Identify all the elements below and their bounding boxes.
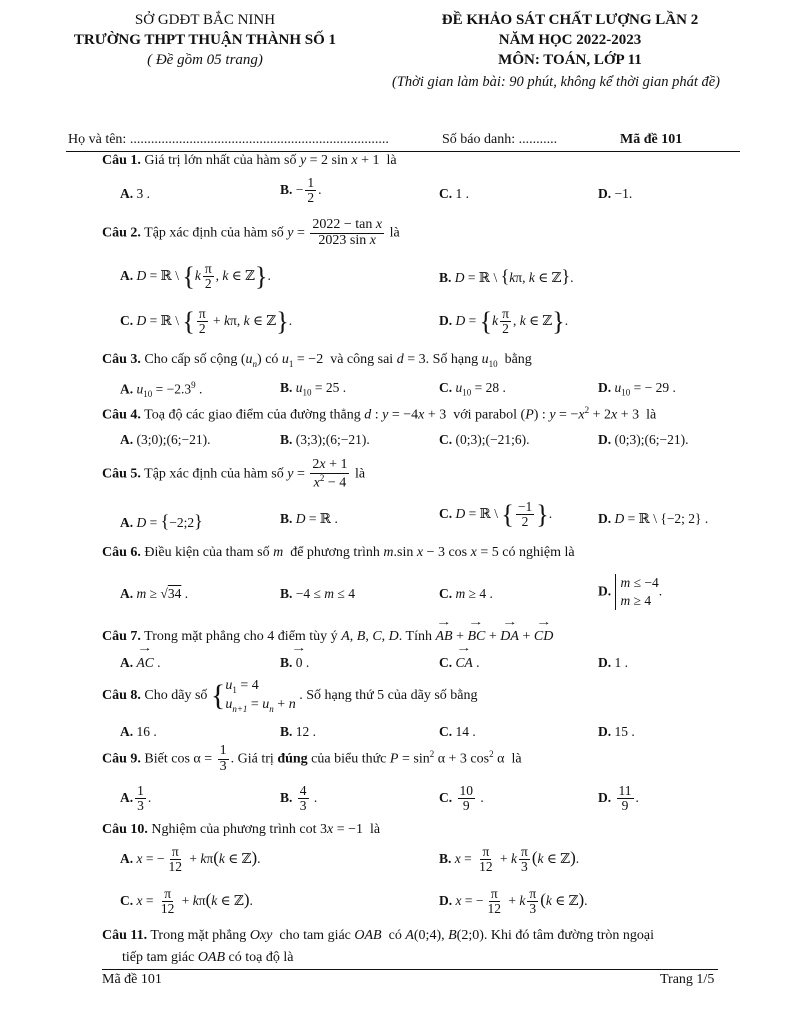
- q1-option-d: D. −1.: [598, 186, 633, 201]
- candidate-number-field: Số báo danh: ...........: [442, 132, 558, 147]
- exam-code: Mã đề 101: [620, 132, 683, 147]
- q6-option-b: B. −4 ≤ m ≤ 4: [280, 586, 355, 601]
- q10-option-c: C. x = $\frac{\pi}{12}$ + kπ(k ∈ ℤ).: [120, 886, 253, 917]
- footer-exam-code: Mã đề 101: [102, 972, 162, 987]
- question-11-line2: tiếp tam giác OAB có toạ độ là: [122, 950, 294, 965]
- q5-option-b: B. D = ℝ .: [280, 511, 338, 526]
- q10-option-d: D. x = − $\frac{\pi}{12}$ + k $\frac{\pi}{3}$ (k ∈ ℤ).: [439, 886, 588, 917]
- q4-option-d: D. (0;3);(6;−21).: [598, 432, 689, 447]
- q4-option-b: B. (3;3);(6;−21).: [280, 432, 370, 447]
- q7-option-c: C. → CA .: [439, 655, 480, 671]
- q10-option-a: A. x = − $\frac{\pi}{12}$ + kπ(k ∈ ℤ).: [120, 844, 261, 875]
- page-number: Trang 1/5: [660, 972, 715, 987]
- question-3: Câu 3. Cho cấp số cộng $(u_n)$ có $u_1 = -2$ và công sai d = 3. Số hạng $u_{10}$ bằng: [102, 352, 532, 369]
- question-7: Câu 7. Trong mặt phẳng cho 4 điểm tùy ý A, B, C, D. Tính → AB + → BC + → DA + → CD: [102, 629, 553, 645]
- q1-option-c: C. 1 .: [439, 186, 469, 201]
- q1-option-a: A. 3 .: [120, 186, 150, 201]
- question-9: Câu 9. Biết cos α = $\frac{1}{3}$ . Giá trị đúng của biểu thức $P = \sin^2 \alpha + 3$ $\cos^2 \alpha$ là: [102, 743, 522, 774]
- school-dept: SỞ GDĐT BẮC NINH: [134, 12, 276, 28]
- q6-option-c: C. m ≥ 4 .: [439, 586, 493, 601]
- q7-option-d: D. 1 .: [598, 655, 628, 670]
- q9-option-b: B. $\frac{4}{3}$ .: [280, 783, 318, 814]
- page-count-note: ( Đề gồm 05 trang): [147, 52, 263, 68]
- q6-option-a: A. m ≥ √34 .: [120, 586, 189, 601]
- q8-option-b: B. 12 .: [280, 724, 317, 739]
- q3-option-c: C. $u_{10} = 28$ .: [439, 380, 506, 398]
- q2-option-d: D. D = {k $\frac{\pi}{2}$ , k ∈ ℤ}.: [439, 306, 569, 337]
- time-note: (Thời gian làm bài: 90 phút, không kể thời gian phát đề): [392, 74, 720, 90]
- q2-option-c: C. D = ℝ \ { $\frac{\pi}{2}$ + kπ, k ∈ ℤ}.: [120, 306, 293, 337]
- question-11: Câu 11. Trong mặt phẳng Oxy cho tam giác OAB có A(0;4), B(2;0). Khi đó tâm đường tròn ngoại: [102, 928, 655, 943]
- q5-option-d: D. D = ℝ \ {−2; 2} .: [598, 511, 709, 526]
- q4-option-a: A. (3;0);(6;−21).: [120, 432, 211, 447]
- q6-option-d: D. m ≤ −4 m ≥ 4 .: [598, 574, 662, 610]
- question-4: Câu 4. Toạ độ các giao điểm của đường thẳng d : y = −4x + 3 với parabol (P) : $y = -x^2 + 2x + 3$ là: [102, 405, 657, 423]
- exam-title: ĐỀ KHẢO SÁT CHẤT LƯỢNG LẦN 2: [441, 12, 699, 28]
- q7-option-b: B. → 0 .: [280, 655, 309, 671]
- header-divider: [66, 151, 740, 152]
- q1-option-b: B. − $\frac{1}{2}$ .: [280, 175, 322, 206]
- school-name: TRƯỜNG THPT THUẬN THÀNH SỐ 1: [73, 32, 337, 48]
- question-6: Câu 6. Điều kiện của tham số m để phương trình m.sin x − 3 cos x = 5 có nghiệm là: [102, 545, 575, 560]
- q10-option-b: B. x = $\frac{\pi}{12}$ + k $\frac{\pi}{3}$ (k ∈ ℤ).: [439, 844, 580, 875]
- student-name-field: Họ và tên: ..........................................................................: [68, 132, 389, 147]
- q3-option-a: A. $u_{10} = -2.3^9$ .: [120, 380, 203, 400]
- footer-divider: [102, 969, 718, 970]
- q3-option-d: D. $u_{10}$ = − 29 .: [598, 380, 676, 398]
- q2-option-a: A. D = ℝ \ {k $\frac{\pi}{2}$ , k ∈ ℤ}.: [120, 261, 271, 292]
- q5-option-c: C. D = ℝ \ { $\frac{-1}{2}$ }.: [439, 499, 553, 530]
- subject: MÔN: TOÁN, LỚP 11: [498, 52, 642, 68]
- q8-option-d: D. 15 .: [598, 724, 635, 739]
- q4-option-c: C. (0;3);(−21;6).: [439, 432, 530, 447]
- q2-option-b: B. D = ℝ \ {kπ, k ∈ ℤ}.: [439, 266, 574, 286]
- q8-option-c: C. 14 .: [439, 724, 476, 739]
- q5-option-a: A. D = {−2;2}: [120, 511, 203, 531]
- question-1: Câu 1. Giá trị lớn nhất của hàm số y = 2 sin x + 1 là: [102, 153, 397, 168]
- school-year: NĂM HỌC 2022-2023: [498, 32, 642, 48]
- q9-option-a: A. $\frac{1}{3}$ .: [120, 783, 152, 814]
- question-5: Câu 5. Tập xác định của hàm số y = $\frac{2x + 1}{x^2 - 4}$ là: [102, 457, 366, 491]
- q9-option-c: C. $\frac{10}{9}$ .: [439, 783, 484, 814]
- question-10: Câu 10. Nghiệm của phương trình cot 3x = −1 là: [102, 822, 381, 837]
- question-8: Câu 8. Cho dãy số { $u_1 = 4$ $u_{n+1} = u_n + n$ . Số hạng thứ 5 của dãy số bằng: [102, 678, 478, 714]
- q7-option-a: A. → AC .: [120, 655, 161, 671]
- q9-option-d: D. $\frac{11}{9}$ .: [598, 783, 639, 814]
- q8-option-a: A. 16 .: [120, 724, 157, 739]
- q3-option-b: B. $u_{10} = 25$ .: [280, 380, 347, 398]
- question-2: Câu 2. Tập xác định của hàm số y = $\frac{\text{2022 − tan x}}{\text{2023 sin x}}$ là: [102, 217, 400, 248]
